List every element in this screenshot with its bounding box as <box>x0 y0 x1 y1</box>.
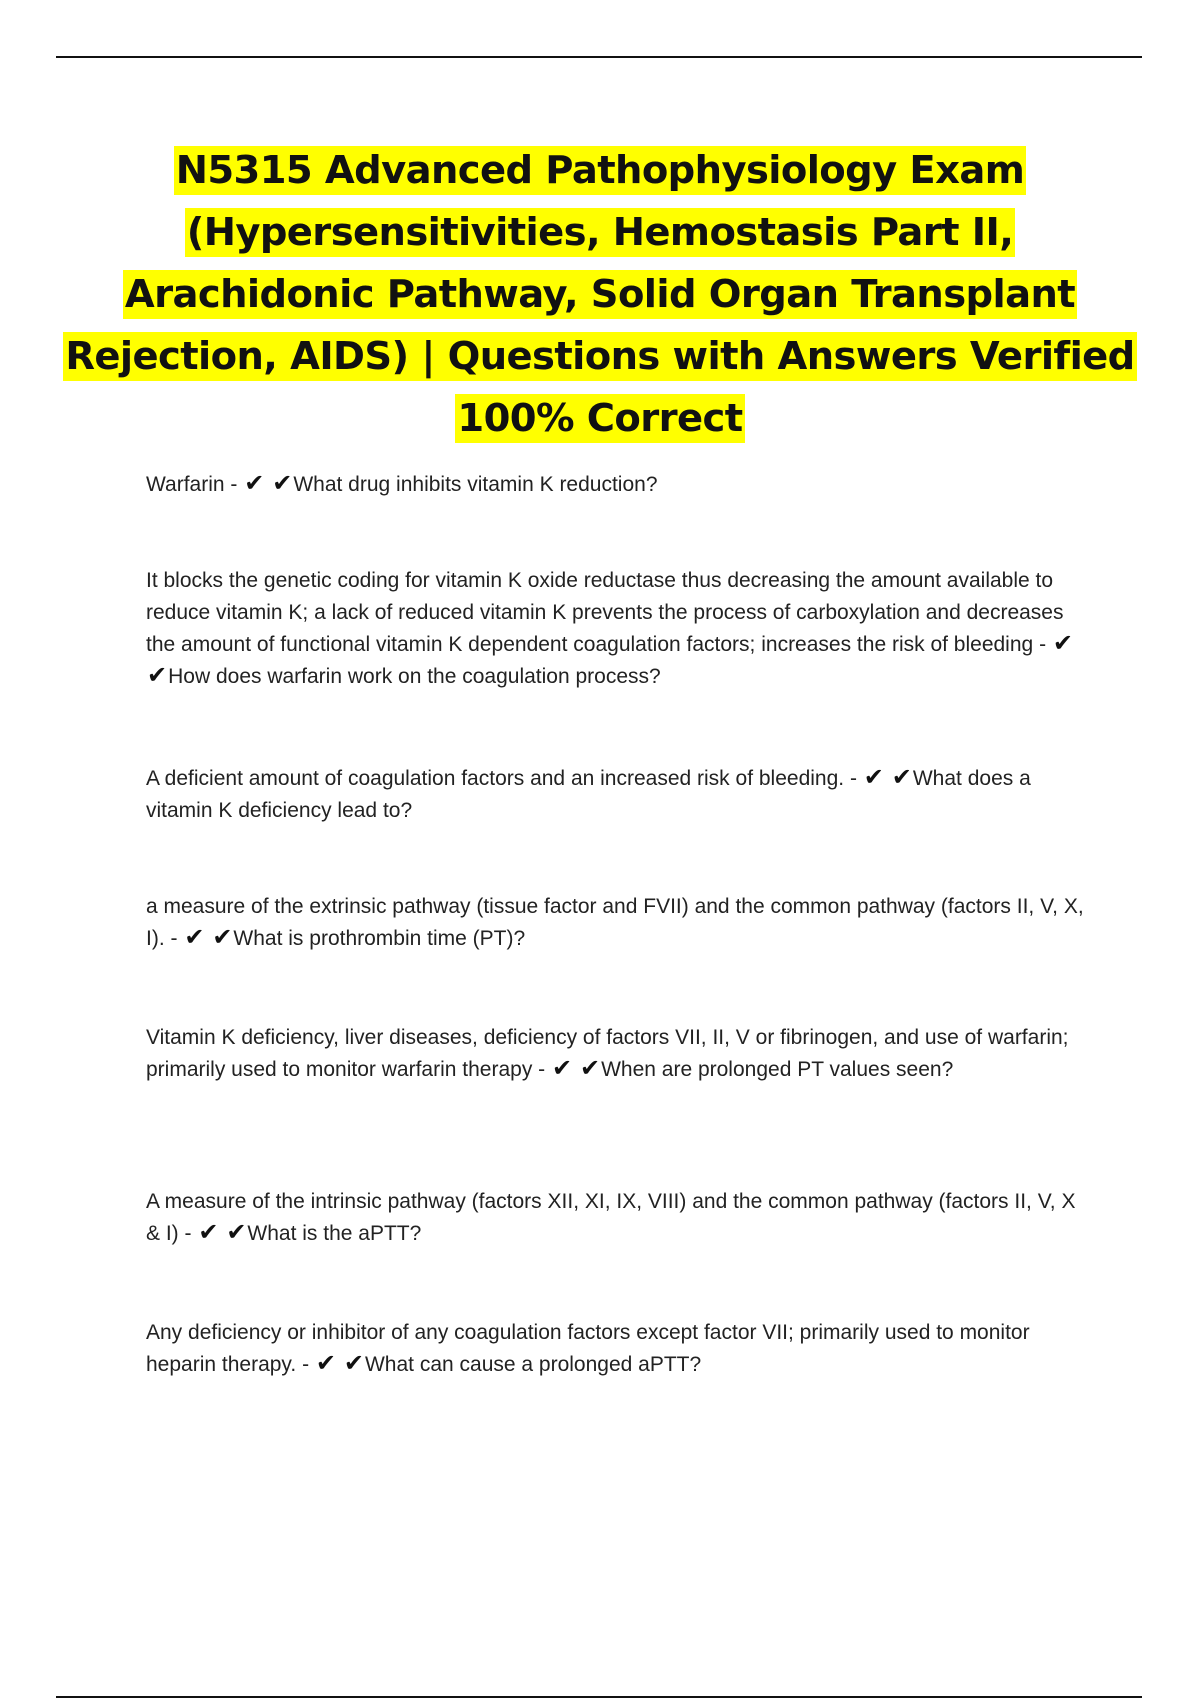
qa-item-6 <box>146 1186 1086 1250</box>
qa-item-3 <box>146 763 1086 827</box>
separator: - <box>1039 633 1047 656</box>
separator: - <box>184 1222 192 1245</box>
title-highlight: N5315 Advanced Pathophysiology Exam (Hypersensitivities, Hemostasis Part II, Arachidonic Pathway, Solid Organ Transplant Rejection, AIDS) | Questions with Answers Verified 100% Correct <box>65 148 1135 441</box>
check-icon: ✔ <box>244 469 265 497</box>
question-text: When are prolonged PT values seen? <box>601 1058 954 1081</box>
check-icon: ✔ <box>147 661 168 689</box>
qa-item-5 <box>146 1022 1086 1086</box>
question-text: What does a vitamin K deficiency lead to? <box>146 767 1031 822</box>
answer-text: Warfarin <box>146 473 225 496</box>
check-icon: ✔ <box>343 1349 364 1377</box>
answer-text: Vitamin K deficiency, liver diseases, deficiency of factors VII, II, V or fibrinogen, and use of warfarin; primarily used to monitor warfarin therapy <box>146 1026 1069 1081</box>
check-icon: ✔ <box>212 923 233 951</box>
check-icon: ✔ <box>579 1054 601 1082</box>
separator: - <box>170 927 178 950</box>
question-text: What is prothrombin time (PT)? <box>233 927 526 950</box>
answer-text: Any deficiency or inhibitor of any coagulation factors except factor VII; primarily used to monitor heparin therapy. <box>146 1321 1030 1376</box>
check-icon: ✔ <box>1052 629 1074 657</box>
qa-item-2 <box>146 565 1086 693</box>
top-rule <box>56 56 1142 58</box>
check-icon: ✔ <box>226 1218 247 1246</box>
question-text: How does warfarin work on the coagulation process? <box>168 665 661 688</box>
document-title <box>60 140 1140 450</box>
check-icon: ✔ <box>184 923 205 951</box>
separator: - <box>538 1058 546 1081</box>
answer-text: It blocks the genetic coding for vitamin K oxide reductase thus decreasing the amount available to reduce vitamin K; a lack of reduced vitamin K prevents the process of carboxylation and decreases the amount of functional vitamin K dependent coagulation factors; increases the risk of bleeding <box>146 569 1064 656</box>
answer-text: A deficient amount of coagulation factors and an increased risk of bleeding. <box>146 767 845 790</box>
answer-text: a measure of the extrinsic pathway (tissue factor and FVII) and the common pathway (factors II, V, X, I). <box>146 895 1084 950</box>
qa-item-7 <box>146 1317 1086 1381</box>
qa-item-1 <box>146 469 1086 501</box>
question-text: What can cause a prolonged aPTT? <box>364 1353 702 1376</box>
check-icon: ✔ <box>552 1054 573 1082</box>
check-icon: ✔ <box>891 763 912 791</box>
bottom-rule <box>56 1696 1142 1698</box>
answer-text: A measure of the intrinsic pathway (factors XII, XI, IX, VIII) and the common pathway (factors II, V, X & I) <box>146 1190 1076 1245</box>
question-text: What is the aPTT? <box>247 1222 422 1245</box>
check-icon: ✔ <box>272 469 293 497</box>
check-icon: ✔ <box>198 1218 219 1246</box>
check-icon: ✔ <box>863 763 884 791</box>
separator: - <box>849 767 857 790</box>
question-text: What drug inhibits vitamin K reduction? <box>293 473 658 496</box>
separator: - <box>302 1353 310 1376</box>
check-icon: ✔ <box>315 1349 337 1377</box>
qa-item-4 <box>146 891 1086 955</box>
separator: - <box>230 473 238 496</box>
